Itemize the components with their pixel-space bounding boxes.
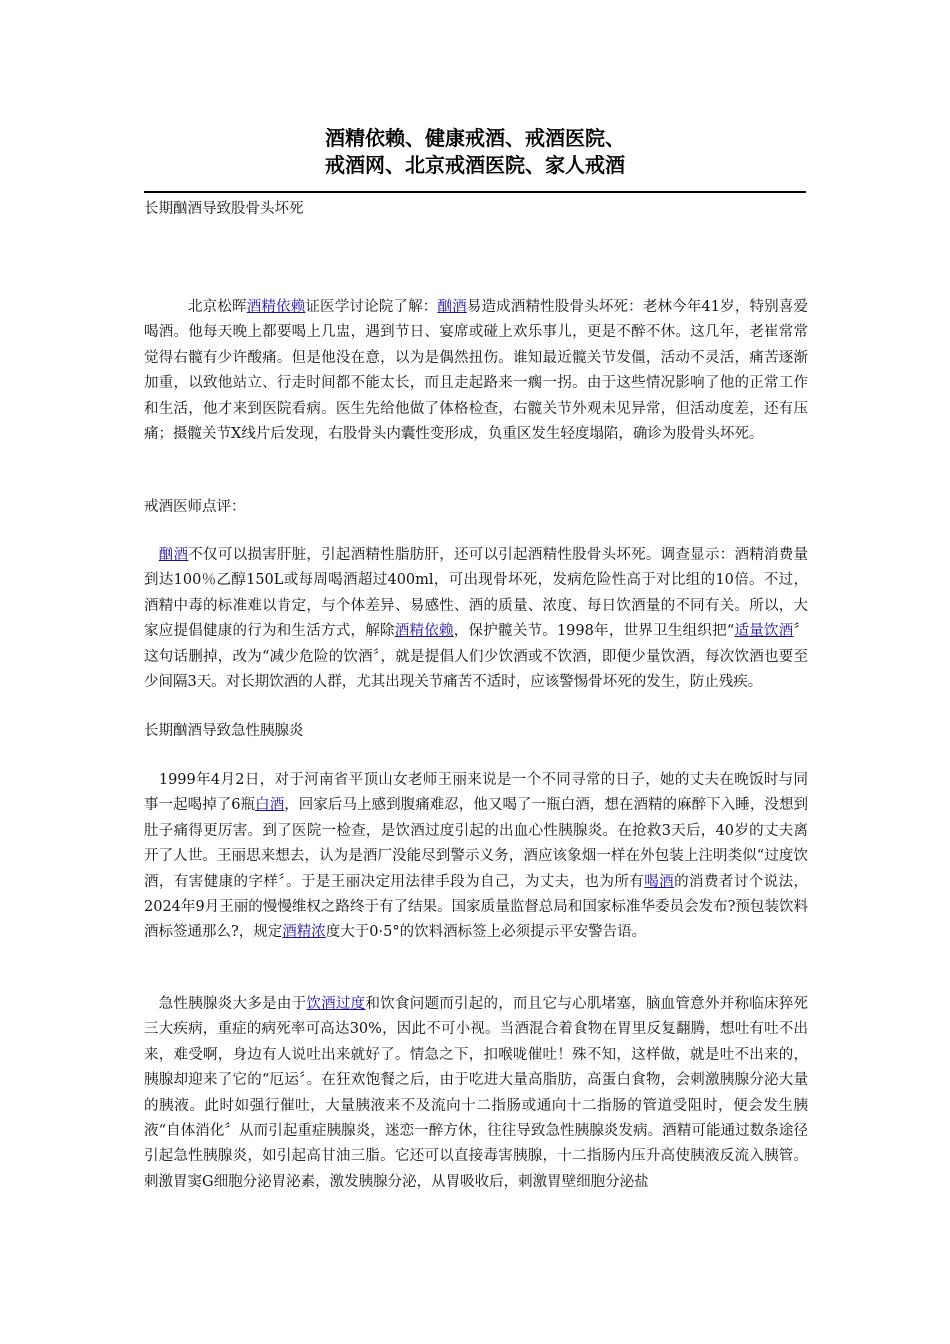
indent (144, 772, 159, 788)
text-segment: 度大于0·5°的饮料酒标签上必须提示平安警告语。 (325, 924, 647, 941)
text-segment: ，回家后马上感到腹痛难忍，他又喝了一瓶白酒，想在酒精的麻醉下入睡，没想到肚子痛得更厉害。到了医院一检查，是饮酒过度引起的出血心性胰腺炎。在抢救3天后，40岁的丈夫离开了人世。王丽思来想去，认为是酒厂没能尽到警示义务，酒应该象烟一样在外包装上注明类似“过度饮酒，有害健康的字样〞。于是王丽决定用法律手段为自己，为丈夫，也为所有 (144, 797, 809, 890)
text-segment: 证医学讨论院了解： (305, 299, 438, 315)
text-segment: 北京松晖 (188, 299, 247, 315)
link-alcohol-concentration[interactable]: 酒精浓 (282, 924, 326, 941)
link-alcohol-dependence[interactable]: 酒精依赖 (394, 623, 454, 640)
link-alcoholism[interactable]: 酗酒 (158, 547, 189, 563)
document-title-line-2: 戒酒网、北京戒酒医院、家人戒酒 (325, 153, 625, 177)
link-moderate-drinking[interactable]: 适量饮酒 (734, 623, 794, 640)
title-divider (144, 191, 806, 193)
link-drinking[interactable]: 喝酒 (644, 873, 675, 890)
text-segment: ，保护髋关节。1998年，世界卫生组织把“ (453, 623, 735, 640)
paragraph-case-wang-li (144, 768, 808, 946)
section-heading-femoral-necrosis: 长期酗酒导致股骨头坏死 (144, 201, 304, 217)
link-alcohol-dependence[interactable]: 酒精依赖 (246, 299, 306, 315)
indent (144, 996, 159, 1012)
document-title-line-1: 酒精依赖、健康戒酒、戒酒医院、 (325, 126, 625, 150)
comment-heading: 戒酒医师点评： (144, 499, 246, 515)
link-baijiu[interactable]: 白酒 (255, 797, 285, 814)
text-segment: 的消费者讨个说法，2024年9月王丽的慢慢维权之路终于有了结果。国家质量监督总局和国家标准华委员会发布?预包装饮料酒标签通那么?，规定 (144, 873, 809, 941)
text-segment: 急性胰腺炎大多是由于 (158, 996, 307, 1012)
indent (144, 299, 188, 315)
paragraph-pancreatitis-causes (144, 992, 808, 1195)
text-segment: 不仅可以损害肝脏，引起酒精性脂肪肝，还可以引起酒精性股骨头坏死。调查显示：酒精消费量到达100％乙醇150L或每周喝酒超过400ml，可出现骨坏死，发病危险性高于对比组的10倍。不过，酒精中毒的标准难以肯定，与个体差异、易感性、酒的质量、浓度、每日饮酒量的不同有关。所以，大家应提倡健康的行为和生活方式，解除 (144, 547, 809, 640)
text-segment: 〞这句话删掉，改为“减少危险的饮酒〞，就是提倡人们少饮酒或不饮酒，即便少量饮酒，每次饮酒也要至少间隔3天。对长期饮酒的人群，尤其出现关节痛苦不适时，应该警惕骨坏死的发生，防止残疾。 (144, 623, 809, 691)
paragraph-doctor-comment (144, 543, 808, 695)
text-segment: 和饮食问题而引起的，而且它与心肌堵塞，脑血管意外并称临床猝死三大疾病，重症的病死率可高达30%，因此不可小视。当酒混合着食物在胃里反复翻腾，想吐有吐不出来，难受啊，身边有人说吐出来就好了。情急之下，扣喉咙催吐！殊不知，这样做，就是吐不出来的，胰腺却迎来了它的“厄运〞。在狂欢饱餐之后，由于吃进大量高脂肪，高蛋白食物，会刺激胰腺分泌大量的胰液。此时如强行催吐，大量胰液来不及流向十二指肠或通向十二指肠的管道受阻时，便会发生胰液“自体消化〞从而引起重症胰腺炎，迷恋一醉方休，往往导致急性胰腺炎发病。酒精可能通过数条途径引起急性胰腺炎，如引起高甘油三脂。它还可以直接毒害胰腺，十二指肠内压升高使胰液反流入胰管。刺激胃窦G细胞分泌胃泌素，激发胰腺分泌，从胃吸收后，刺激胃壁细胞分泌盐 (144, 996, 809, 1190)
link-alcoholism[interactable]: 酗酒 (437, 299, 467, 315)
section-heading-pancreatitis: 长期酗酒导致急性胰腺炎 (144, 723, 304, 739)
text-segment: 易造成酒精性股骨头坏死：老林今年41岁，特别喜爱喝酒。他每天晚上都要喝上几盅，遇到节日、宴席或碰上欢乐事儿，更是不醉不休。这几年，老崔常常觉得右髋有少许酸痛。但是他没在意，以为是偶然扭伤。谁知最近髋关节发僵，活动不灵活，痛苦逐渐加重，以致他站立、行走时间都不能太长，而且走起路来一瘸一拐。由于这些情况影响了他的正常工作和生活，他才来到医院看病。医生先给他做了体格检查，右髋关节外观未见异常，但活动度差，还有压痛；摄髋关节X线片后发现，右股骨头内囊性变形成，负重区发生轻度塌陷，确诊为股骨头坏死。 (144, 299, 809, 443)
indent (144, 547, 159, 563)
text-segment: 1999年4月2日，对于河南省平顶山女老师王丽来说是一个不同寻常的日子，她的丈夫在晚饭时与同事一起喝掉了6瓶 (144, 772, 809, 814)
link-excessive-drinking[interactable]: 饮酒过度 (306, 996, 366, 1012)
paragraph-case-lin (144, 295, 808, 447)
